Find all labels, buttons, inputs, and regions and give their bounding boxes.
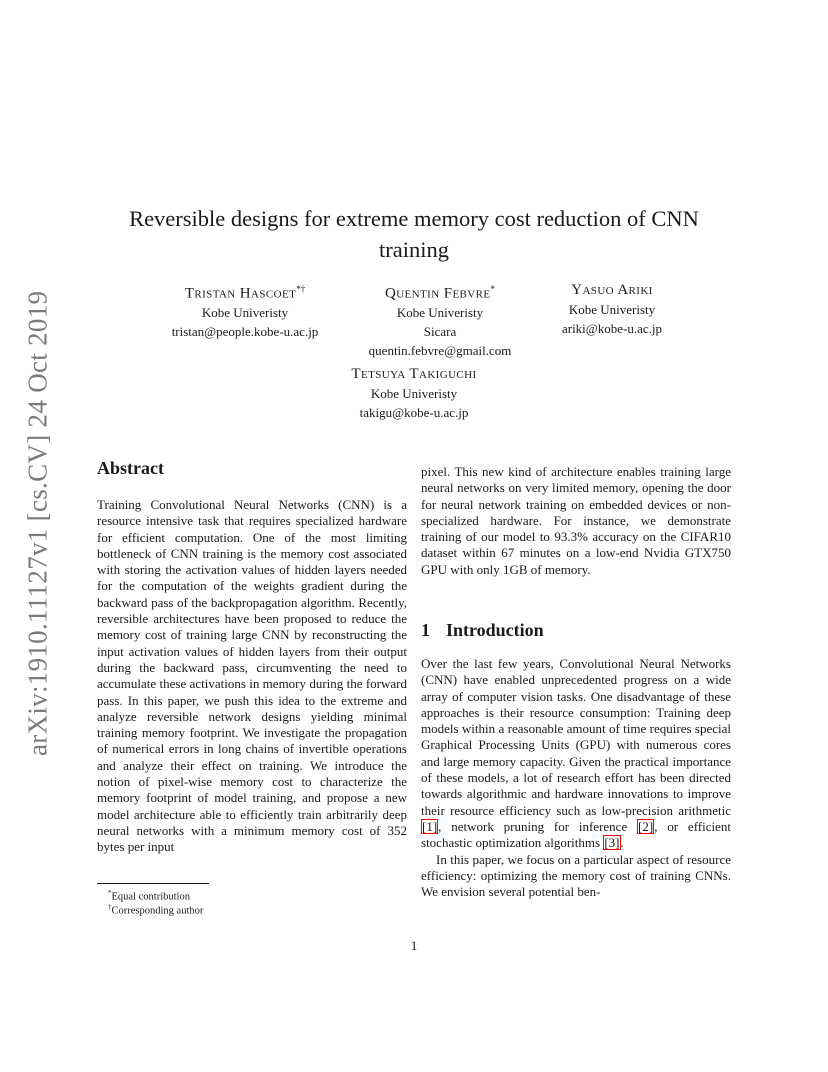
- abstract-heading: Abstract: [97, 458, 164, 478]
- author-block: [314, 364, 514, 422]
- author-email: ariki@kobe-u.ac.jp: [561, 321, 663, 336]
- introduction-body: [421, 656, 731, 900]
- author-affiliation: Kobe Univeristy: [201, 305, 289, 321]
- abstract-text: Training Convolutional Neural Networks (CNN) is a resource intensive task that requires specialized hardware for efficient computation. One of the most limiting bottleneck of CNN training is the memory cost associated with storing the activation values of hidden layers needed for the computation of the weights gradient during the backward pass of the backpropagation algorithm. Recently, reversible architectures have been proposed to reduce the memory cost of training large CNN by reconstructing the input activation values of hidden layers from their output during the backward pass, circumventing the need to accumulate these activations in memory during the forward pass. In this paper, we push this idea to the extreme and analyze reversible network designs yielding minimal training memory footprint. We investigate the propagation of numerical errors in long chains of invertible operations and analyze their effect on training. We introduce the notion of pixel-wise memory cost to characterize the memory footprint of model training, and propose a new model architecture able to efficiently train arbitrarily deep neural networks with a minimum memory cost of 352 bytes per input: [97, 497, 407, 855]
- abstract-right-column: [421, 464, 731, 578]
- author-affiliation: Kobe Univeristy: [568, 302, 656, 317]
- intro-paragraph: [421, 656, 731, 852]
- abstract-left-column: [97, 497, 407, 856]
- section-heading-introduction: [421, 620, 544, 641]
- author-mark: *: [490, 284, 495, 294]
- author-block: [512, 280, 712, 338]
- footnote-text: Equal contribution: [111, 891, 190, 903]
- intro-text: Over the last few years, Convolutional Neural Networks (CNN) have enabled unprecedented progress on a wide array of computer vision tasks. One disadvantage of these approaches is their resource consumption: Training deep models within a reasonable amount of time requires special Graphical Processing Units (GPU) with numerous cores and large memory capacity. Given the practical importance of these models, a lot of research effort has been directed towards algorithmic and hardware innovations to improve their resource efficiency such as low-precision arithmetic: [421, 656, 731, 818]
- footnote-mark: †: [108, 903, 112, 911]
- intro-text: , network pruning for inference: [438, 818, 638, 834]
- citation-link[interactable]: [2]: [638, 818, 654, 834]
- citation-link[interactable]: [3]: [604, 835, 620, 851]
- author-affiliation: Kobe Univeristy: [396, 305, 484, 321]
- author-affiliation: Sicara: [423, 324, 457, 340]
- intro-text: , or efficient stochastic optimization algorithms: [421, 818, 731, 851]
- footnote-rule: [97, 883, 209, 884]
- author-mark: *†: [296, 284, 306, 294]
- footnote-text: Corresponding author: [111, 905, 204, 917]
- author-name: Tetsuya Takiguchi: [351, 366, 477, 382]
- section-number: 1: [421, 620, 430, 640]
- page-number: 1: [410, 938, 418, 953]
- author-email: quentin.febvre@gmail.com: [368, 343, 512, 359]
- author-name: Yasuo Ariki: [571, 282, 653, 298]
- author-email: tristan@people.kobe-u.ac.jp: [171, 324, 319, 340]
- abstract-text-continued: pixel. This new kind of architecture enables training large neural networks on very limited memory, opening the door for neural network training on embedded devices or non-specialized hardware. For instance, we demonstrate training of our model to 93.3% accuracy on the CIFAR10 dataset within 67 minutes on a low-end Nvidia GTX750 GPU with only 1GB of memory.: [421, 464, 731, 577]
- paper-title: Reversible designs for extreme memory cost reduction of CNN training: [129, 206, 699, 262]
- intro-text: .: [620, 835, 624, 851]
- author-email: takigu@kobe-u.ac.jp: [359, 405, 469, 420]
- footnote-mark: *: [108, 889, 112, 897]
- author-block: [140, 280, 350, 341]
- citation-link[interactable]: [1]: [422, 818, 438, 834]
- author-affiliation: Kobe Univeristy: [370, 386, 458, 401]
- arxiv-stamp: arXiv:1910.11127v1 [cs.CV] 24 Oct 2019: [22, 290, 53, 756]
- intro-paragraph: In this paper, we focus on a particular aspect of resource efficiency: optimizing the memory cost of training CNNs. We envision several potential ben-: [421, 851, 731, 900]
- author-name: Tristan Hascoet: [184, 285, 297, 302]
- footnote: [108, 900, 203, 919]
- author-name: Quentin Febvre: [384, 285, 491, 302]
- section-title: Introduction: [446, 620, 544, 640]
